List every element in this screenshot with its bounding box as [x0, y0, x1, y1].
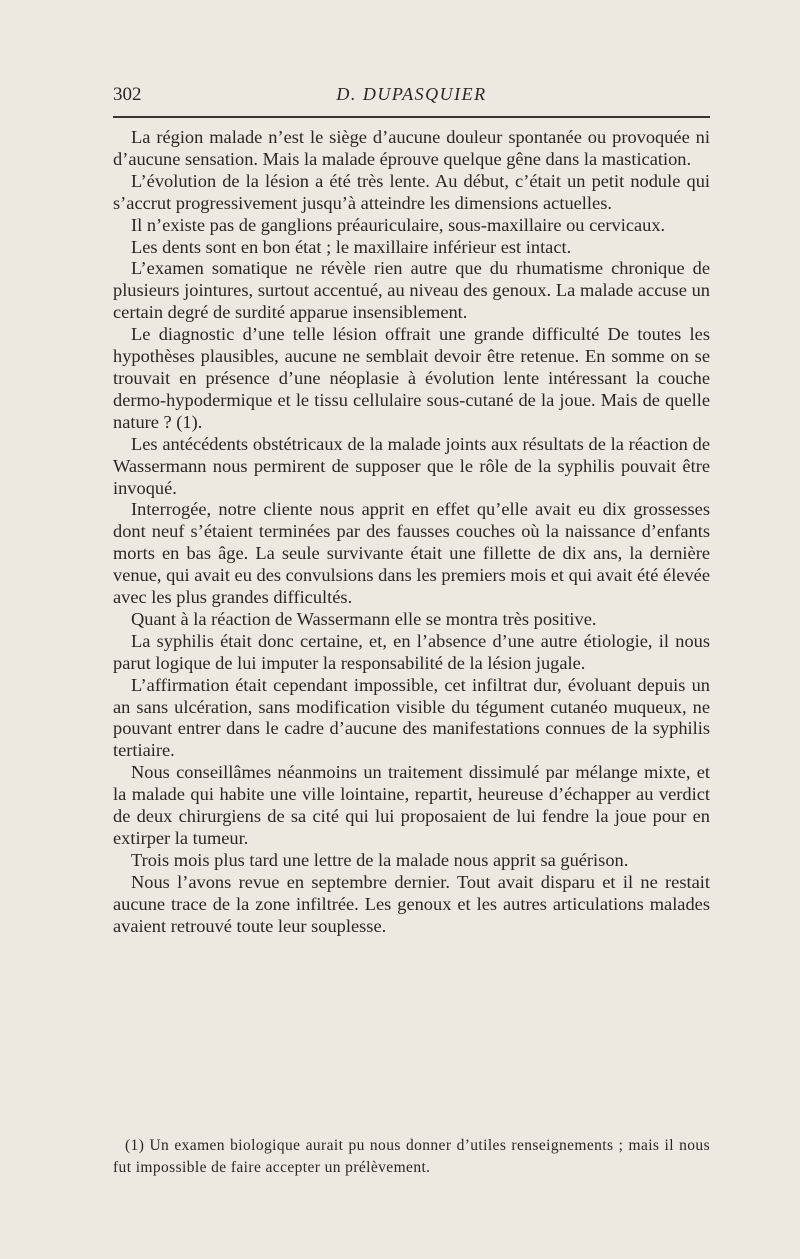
- footnote: [113, 1135, 710, 1179]
- running-title: D. DUPASQUIER: [336, 84, 487, 104]
- paragraph: L’affirmation était cependant impossible, cet infiltrat dur, évoluant depuis un an sans ulcération, sans modification visible du tégument cutanéo muqueux, ne pouvant entrer dans le cadre d’aucune des manifestations connues de la syphilis tertiaire.: [113, 674, 710, 761]
- paragraph: Les dents sont en bon état ; le maxillaire inférieur est intact.: [131, 236, 572, 257]
- paragraph: Le diagnostic d’une telle lésion offrait une grande difficulté De toutes les hypothèses plausibles, aucune ne semblait devoir être retenue. En somme on se trouvait en présence d’une néoplasie à évolution lente intéressant la couche dermo-hypodermique et le tissu cellulaire sous-cutané de la joue. Mais de quelle nature ? (1).: [113, 324, 710, 432]
- body-text: [113, 127, 710, 938]
- paragraph: Les antécédents obstétricaux de la malade joints aux résultats de la réaction de Wassermann nous permirent de supposer que le rôle de la syphilis pouvait être invoqué.: [113, 433, 710, 498]
- page-header: [113, 80, 710, 110]
- paragraph: Nous conseillâmes néanmoins un traitement dissimulé par mélange mixte, et la malade qui habite une ville lointaine, repartit, heureuse d’échapper au verdict de deux chirurgiens de sa cité qui lui proposaient de lui fendre la joue pour en extirper la tumeur.: [113, 762, 710, 848]
- paragraph: L’évolution de la lésion a été très lente. Au début, c’était un petit nodule qui s’accrut progressivement jusqu’à atteindre les dimensions actuelles.: [113, 170, 710, 213]
- paragraph: La syphilis était donc certaine, et, en l’absence d’une autre étiologie, il nous parut logique de lui imputer la responsabilité de la lésion jugale.: [113, 630, 710, 673]
- paragraph: Quant à la réaction de Wassermann elle se montra très positive.: [131, 608, 597, 629]
- paragraph: Trois mois plus tard une lettre de la malade nous apprit sa guérison.: [131, 849, 629, 870]
- header-rule: [113, 116, 710, 118]
- page-number: 302: [113, 84, 142, 105]
- paragraph: Il n’existe pas de ganglions préauriculaire, sous-maxillaire ou cervicaux.: [131, 214, 666, 235]
- paragraph: Interrogée, notre cliente nous apprit en effet qu’elle avait eu dix grossesses dont neuf s’étaient terminées par des fausses couches où la naissance d’enfants morts en bas âge. La seule survivante était une fillette de dix ans, la dernière venue, qui avait eu des convulsions dans les premiers mois et qui avait été élevée avec les plus grandes difficultés.: [113, 499, 711, 608]
- paragraph: Nous l’avons revue en septembre dernier. Tout avait disparu et il ne restait aucune trace de la zone infiltrée. Les genoux et les autres articulations malades avaient retrouvé toute leur souplesse.: [113, 871, 710, 936]
- paragraph: La région malade n’est le siège d’aucune douleur spontanée ou provoquée ni d’aucune sensation. Mais la malade éprouve quelque gêne dans la mastication.: [113, 127, 710, 169]
- paragraph: L’examen somatique ne révèle rien autre que du rhumatisme chronique de plusieurs jointures, surtout accentué, au niveau des genoux. La malade accuse un certain degré de surdité apparue insensiblement.: [113, 258, 710, 323]
- footnote-text: (1) Un examen biologique aurait pu nous donner d’utiles renseignements ; mais il nous fut impossible de faire accepter un prélèvement.: [113, 1137, 710, 1176]
